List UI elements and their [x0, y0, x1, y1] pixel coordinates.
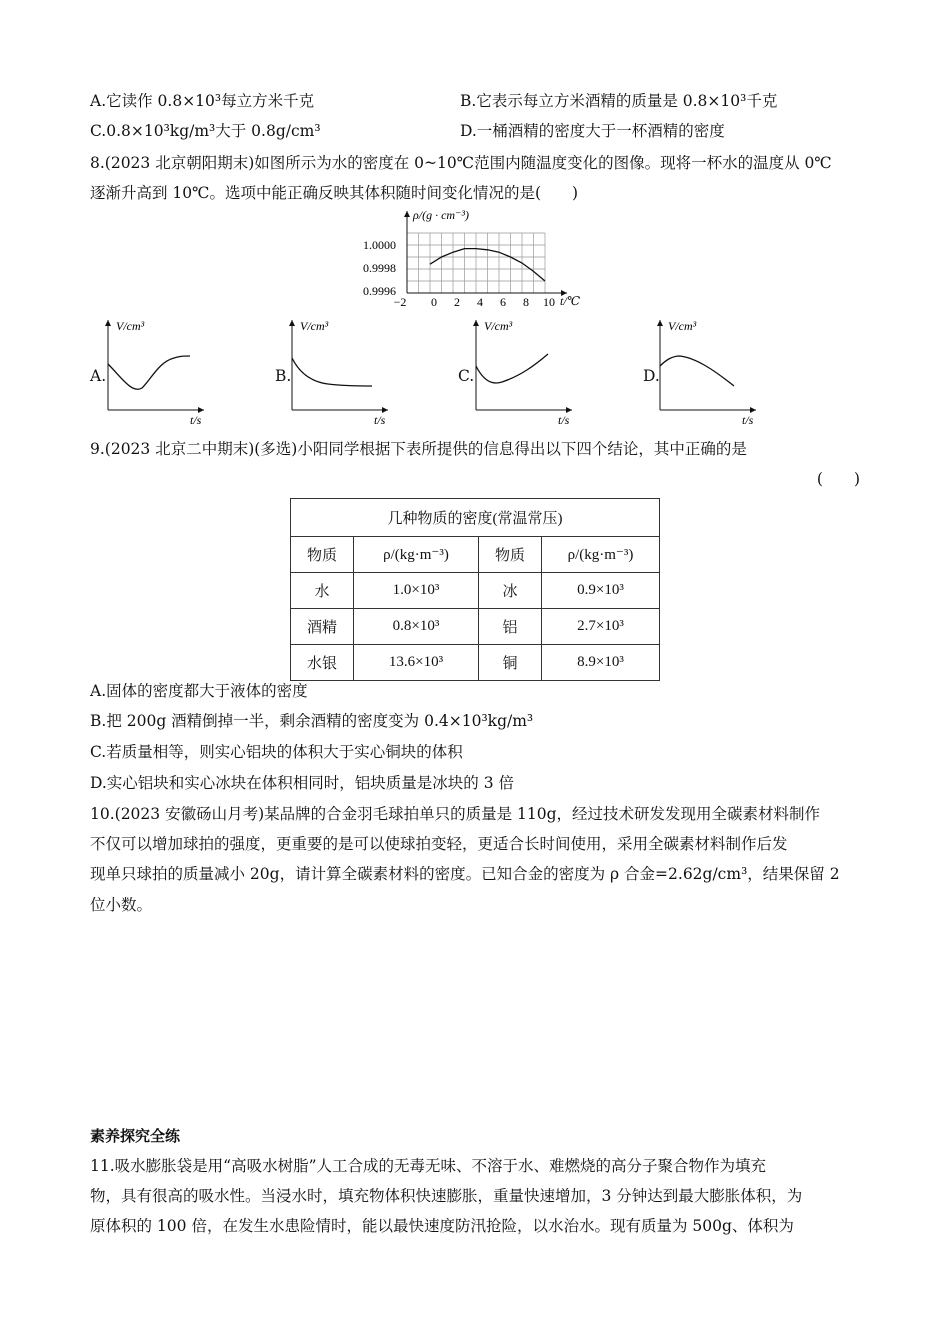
- table-row: [291, 609, 660, 645]
- option-c-ylabel: V/cm³: [484, 319, 513, 333]
- chart-x-tick: −2: [393, 295, 407, 309]
- table-header: ρ/(kg·m⁻³): [542, 537, 660, 573]
- option-a-letter: A.: [90, 367, 107, 385]
- table-cell: 0.8×10³: [354, 609, 479, 645]
- chart-y-tick: 1.0000: [363, 238, 396, 252]
- table-cell: 2.7×10³: [542, 609, 660, 645]
- option-d-letter: D.: [643, 367, 660, 385]
- option-a-ylabel: V/cm³: [116, 319, 145, 333]
- table-cell: 铜: [479, 645, 542, 681]
- table-header-row: [291, 537, 660, 573]
- option-d-xlabel: t/s: [742, 413, 754, 426]
- option-c-xlabel: t/s: [558, 413, 570, 426]
- option-a-curve: [108, 356, 190, 389]
- option-d-ylabel: V/cm³: [668, 319, 697, 333]
- q9-stem: 9.(2023 北京二中期末)(多选)小阳同学根据下表所提供的信息得出以下四个结论，其中正确的是: [90, 440, 747, 458]
- q9-option-c: C.若质量相等，则实心铝块的体积大于实心铜块的体积: [90, 743, 463, 761]
- chart-x-tick: 8: [523, 295, 529, 309]
- q9-option-b: B.把 200g 酒精倒掉一半，剩余酒精的密度变为 0.4×10³kg/m³: [90, 712, 534, 730]
- q8-stem-line2: 逐渐升高到 10℃。选项中能正确反映其体积随时间变化情况的是( ): [90, 184, 579, 202]
- q9-answer-blank: ( ): [816, 470, 860, 488]
- q10-line2: 不仅可以增加球拍的强度，更重要的是可以使球拍变轻，更适合长时间使用，采用全碳素材料制作后发: [90, 835, 788, 853]
- q10-line3: 现单只球拍的质量减小 20g，请计算全碳素材料的密度。已知合金的密度为 ρ 合金=2.62g/cm³，结果保留 2: [90, 865, 840, 883]
- q11-line1: 11.吸水膨胀袋是用“高吸水树脂”人工合成的无毒无味、不溶于水、难燃烧的高分子聚合物作为填充: [90, 1157, 767, 1175]
- q11-line2: 物，具有很高的吸水性。当浸水时，填充物体积快速膨胀，重量快速增加，3 分钟达到最大膨胀体积，为: [90, 1187, 803, 1205]
- chart-y-tick: 0.9998: [363, 261, 396, 275]
- table-cell: 冰: [479, 573, 542, 609]
- q7-option-c: C.0.8×10³kg/m³大于 0.8g/cm³: [90, 122, 321, 140]
- table-cell: 1.0×10³: [354, 573, 479, 609]
- option-d-graph: [656, 316, 766, 426]
- density-temperature-chart: [355, 205, 605, 315]
- chart-grid: [407, 233, 545, 293]
- chart-x-tick: 6: [500, 295, 506, 309]
- density-table: [290, 498, 660, 681]
- table-cell: 铝: [479, 609, 542, 645]
- q10-line1: 10.(2023 安徽砀山月考)某品牌的合金羽毛球拍单只的质量是 110g，经过技术研发发现用全碳素材料制作: [90, 805, 821, 823]
- table-row: [291, 573, 660, 609]
- option-c-graph: [472, 316, 582, 426]
- chart-x-label: t/℃: [560, 294, 581, 308]
- q10-line4: 位小数。: [90, 896, 153, 914]
- table-header: 物质: [291, 537, 354, 573]
- option-a-xlabel: t/s: [190, 413, 202, 426]
- chart-x-tick: 10: [543, 295, 555, 309]
- table-cell: 酒精: [291, 609, 354, 645]
- table-header: ρ/(kg·m⁻³): [354, 537, 479, 573]
- table-cell: 13.6×10³: [354, 645, 479, 681]
- chart-x-tick: 2: [454, 295, 460, 309]
- chart-x-tick: 0: [431, 295, 437, 309]
- option-b-ylabel: V/cm³: [300, 319, 329, 333]
- table-row: [291, 645, 660, 681]
- option-b-xlabel: t/s: [374, 413, 386, 426]
- option-d-curve: [660, 356, 734, 386]
- table-cell: 8.9×10³: [542, 645, 660, 681]
- q8-stem-line1: 8.(2023 北京朝阳期末)如图所示为水的密度在 0~10℃范围内随温度变化的图像。现将一杯水的温度从 0℃: [90, 154, 832, 172]
- option-b-graph: [288, 316, 398, 426]
- option-c-curve: [476, 354, 548, 383]
- q9-option-d: D.实心铝块和实心冰块在体积相同时，铝块质量是冰块的 3 倍: [90, 774, 515, 792]
- table-header: 物质: [479, 537, 542, 573]
- table-cell: 水银: [291, 645, 354, 681]
- table-cell: 0.9×10³: [542, 573, 660, 609]
- option-c-letter: C.: [458, 367, 475, 385]
- density-table-caption: 几种物质的密度(常温常压): [291, 499, 660, 537]
- section-title: 素养探究全练: [90, 1127, 181, 1145]
- option-b-curve: [292, 358, 372, 386]
- q9-option-a: A.固体的密度都大于液体的密度: [90, 682, 308, 700]
- q11-line3: 原体积的 100 倍，在发生水患险情时，能以最快速度防汛抢险，以水治水。现有质量为 500g、体积为: [90, 1217, 794, 1235]
- table-cell: 水: [291, 573, 354, 609]
- q7-option-a: A.它读作 0.8×10³每立方米千克: [90, 92, 315, 110]
- chart-y-tick: 0.9996: [363, 284, 396, 298]
- option-a-graph: [104, 316, 214, 426]
- q7-option-d: D.一桶酒精的密度大于一杯酒精的密度: [460, 122, 725, 140]
- option-b-letter: B.: [275, 367, 292, 385]
- chart-x-tick: 4: [477, 295, 483, 309]
- q7-option-b: B.它表示每立方米酒精的质量是 0.8×10³千克: [460, 92, 778, 110]
- chart-y-label: ρ/(g · cm⁻³): [413, 208, 470, 222]
